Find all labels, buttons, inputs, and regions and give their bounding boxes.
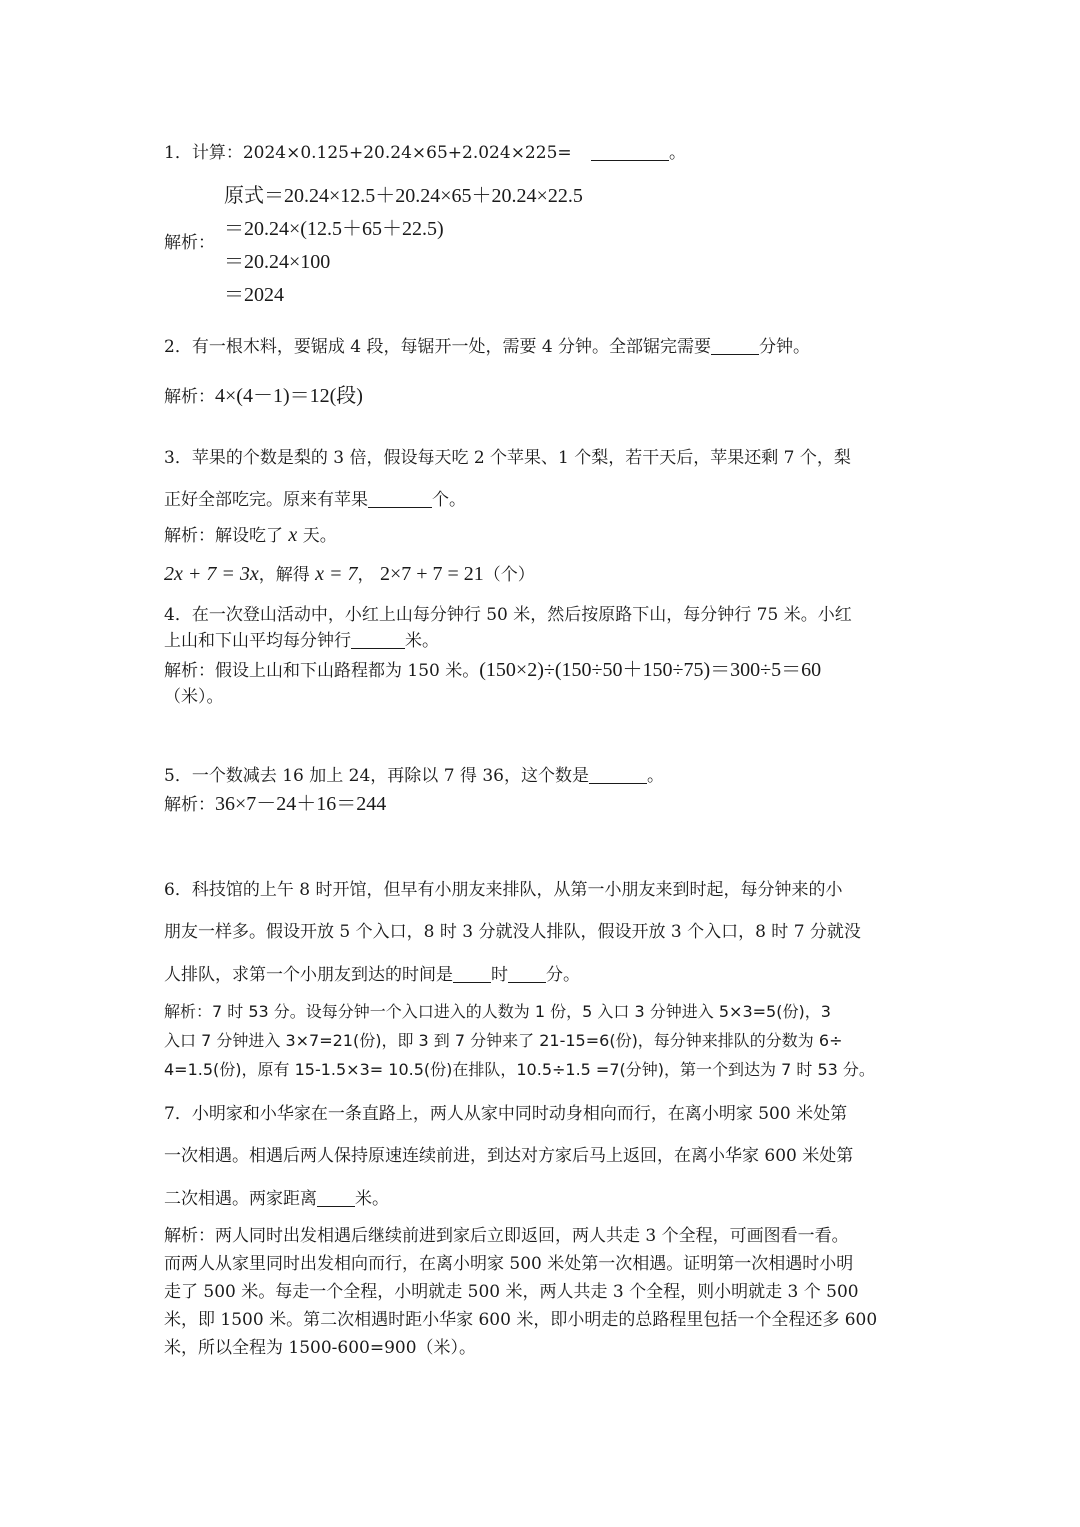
solution-3-line-2: 2x + 7 = 3x，解得 x = 7， 2×7 + 7 = 21（个） [164, 563, 535, 585]
answer-blank [589, 765, 647, 784]
solution-4-line-1: 解析：假设上山和下山路程都为 150 米。(150×2)÷(150÷50＋150÷75)＝300÷5＝60 [164, 659, 822, 681]
question-3-line-2: 正好全部吃完。原来有苹果 个。 [164, 490, 466, 510]
solution-5 [164, 793, 924, 816]
answer-blank [711, 336, 759, 355]
solution-2-label: 解析： [164, 387, 215, 407]
solution-7-line-1: 解析：两人同时出发相遇后继续前进到家后立即返回，两人共走 3 个全程，可画图看一看。 [164, 1226, 849, 1246]
question-4-line-1: 4．在一次登山活动中，小红上山每分钟行 50 米，然后按原路下山，每分钟行 75 米。小红 [164, 605, 852, 625]
solution-7-line-4: 米，即 1500 米。第二次相遇时距小华家 600 米，即小明走的总路程里包括一个全程还多 600 [164, 1310, 878, 1330]
question-3-line-1: 3．苹果的个数是梨的 3 倍，假设每天吃 2 个苹果、1 个梨，若干天后，苹果还剩 7 个，梨 [164, 448, 851, 468]
answer-blank [351, 630, 405, 649]
solution-3-result: x = 7 [315, 563, 358, 585]
solution-6-line-3: 4=1.5(份)，原有 15-1.5×3= 10.5(份)在排队，10.5÷1.5 =7(分钟)，第一个到达为 7 时 53 分。 [164, 1060, 875, 1079]
question-7-line-2: 一次相遇。相遇后两人保持原速连续前进，到达对方家后马上返回，在离小华家 600 米处第 [164, 1146, 854, 1166]
solution-4-line-2: （米）。 [164, 687, 224, 707]
answer-blank [368, 489, 432, 508]
solution-step: 原式＝20.24×12.5＋20.24×65＋20.24×22.5 [224, 185, 583, 207]
solution-7-line-2: 而两人从家里同时出发相向而行，在离小明家 500 米处第一次相遇。证明第一次相遇时小明 [164, 1254, 854, 1274]
solution-step: ＝2024 [224, 284, 284, 306]
question-7-line-1: 7．小明家和小华家在一条直路上，两人从家中同时动身相向而行，在离小明家 500 米处第 [164, 1104, 848, 1124]
question-6-line-1: 6．科技馆的上午 8 时开馆，但早有小朋友来排队，从第一小朋友来到时起，每分钟来的小 [164, 880, 843, 900]
question-5-text: 5．一个数减去 16 加上 24，再除以 7 得 36，这个数是 [164, 766, 589, 786]
answer-blank [591, 142, 669, 161]
answer-blank [317, 1188, 355, 1207]
question-5: 5．一个数减去 16 加上 24，再除以 7 得 36，这个数是 。 [164, 766, 664, 786]
solution-2 [164, 385, 924, 408]
question-2: 2．有一根木料，要锯成 4 段，每锯开一处，需要 4 分钟。全部锯完需要 分钟。 [164, 337, 811, 357]
solution-6-line-2: 入口 7 分钟进入 3×7=21(份)，即 3 到 7 分钟来了 21-15=6(份)，每分钟来排队的分数为 6÷ [164, 1031, 843, 1050]
question-1: 1．计算：2024×0.125+20.24×65+2.024×225= 。 [164, 143, 687, 163]
solution-5-label: 解析： [164, 795, 215, 815]
solution-3-line-1: 解析：解设吃了 x 天。 [164, 524, 337, 546]
solution-3-equation: 2x + 7 = 3x [164, 563, 259, 585]
question-4-line-2: 上山和下山平均每分钟行 米。 [164, 631, 439, 651]
answer-blank-minute [508, 964, 546, 983]
variable-x: x [288, 524, 298, 546]
question-6-line-3: 人排队，求第一个小朋友到达的时间是 时 分。 [164, 965, 580, 985]
solution-7-line-5: 米，所以全程为 1500-600=900（米）。 [164, 1338, 477, 1358]
question-7-line-3: 二次相遇。两家距离 米。 [164, 1189, 389, 1209]
solution-4-math: (150×2)÷(150÷50＋150÷75)＝300÷5＝60 [479, 659, 822, 681]
solution-3-answer: 2×7 + 7 = 21 [379, 563, 484, 585]
solution-5-math: 36×7－24＋16＝244 [215, 793, 387, 815]
solution-1-label: 解析： [164, 233, 215, 253]
solution-6-line-1: 解析：7 时 53 分。设每分钟一个入口进入的人数为 1 份，5 入口 3 分钟进入 5×3=5(份)，3 [164, 1002, 831, 1021]
question-2-text: 2．有一根木料，要锯成 4 段，每锯开一处，需要 4 分钟。全部锯完需要 [164, 337, 712, 357]
solution-step: ＝20.24×100 [224, 251, 331, 273]
solution-7-line-3: 走了 500 米。每走一个全程，小明就走 500 米，两人共走 3 个全程，则小明就走 3 个 500 [164, 1282, 859, 1302]
question-6-line-2: 朋友一样多。假设开放 5 个入口，8 时 3 分就没人排队，假设开放 3 个入口，8 时 7 分就没 [164, 922, 861, 942]
solution-1-steps [224, 180, 583, 312]
question-1-text: 1．计算：2024×0.125+20.24×65+2.024×225= [164, 143, 572, 163]
answer-blank-hour [453, 964, 491, 983]
solution-step: ＝20.24×(12.5＋65＋22.5) [224, 218, 444, 240]
solution-2-math: 4×(4－1)＝12(段) [215, 385, 363, 407]
